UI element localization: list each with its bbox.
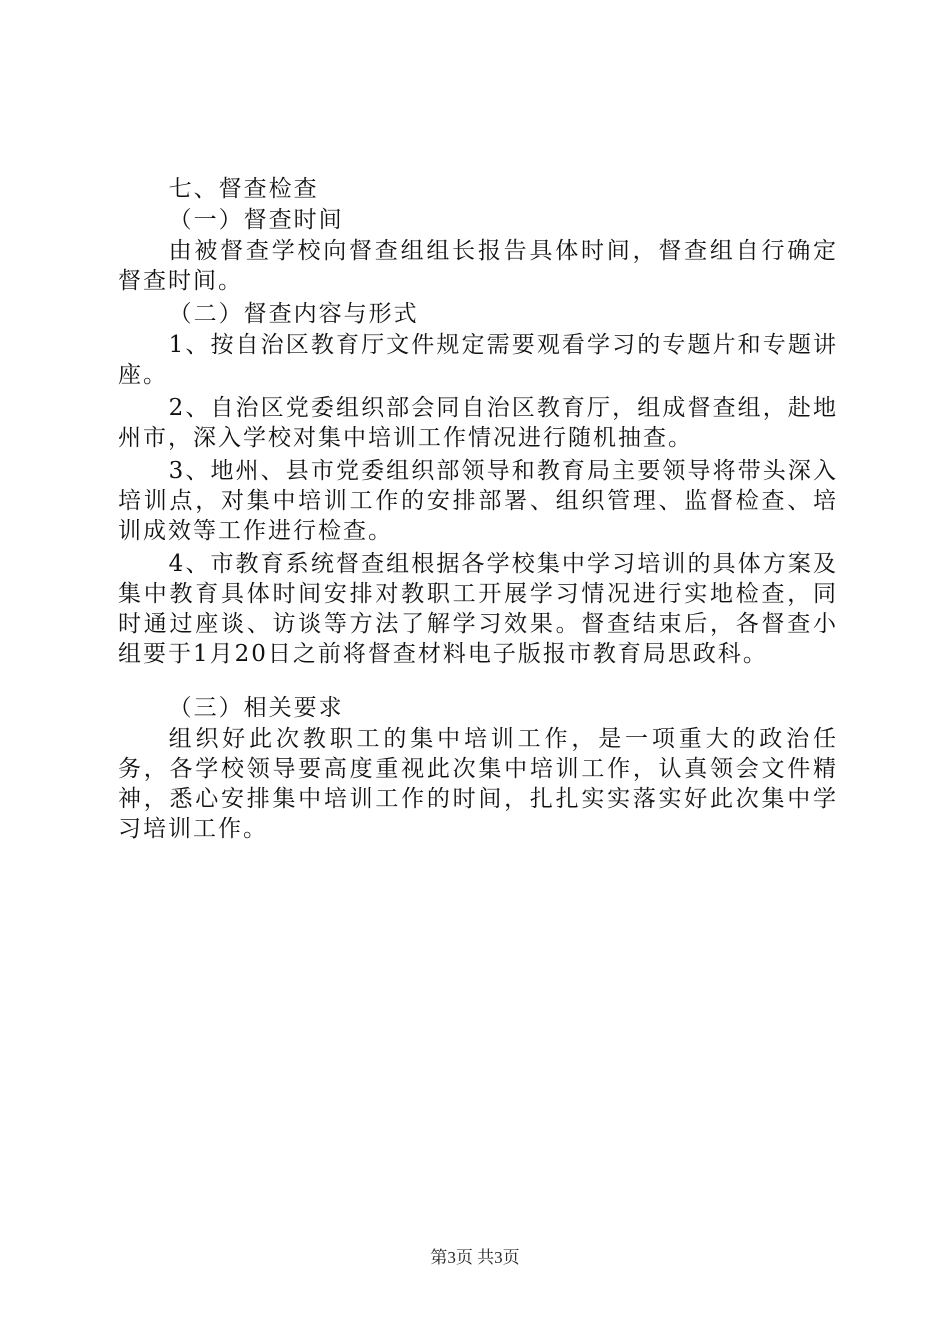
document-body bbox=[118, 174, 838, 847]
section-heading: 七、督查检查 bbox=[168, 176, 319, 202]
list-item: 1、按自治区教育厅文件规定需要观看学习的专题片和专题讲座。 bbox=[118, 332, 838, 388]
page-number-footer: 第3页 共3页 bbox=[430, 1248, 520, 1267]
paragraph-requirements: 组织好此次教职工的集中培训工作，是一项重大的政治任务，各学校领导要高度重视此次集中培训工作，认真领会文件精神，悉心安排集中培训工作的时间，扎扎实实落实好此次集中学习培训工作。 bbox=[118, 726, 838, 842]
list-item: 4、市教育系统督查组根据各学校集中学习培训的具体方案及集中教育具体时间安排对教职工开展学习情况进行实地检查，同时通过座谈、访谈等方法了解学习效果。督查结束后，各督查小组要于1月20日之前将督查材料电子版报市教育局思政科。 bbox=[118, 551, 838, 667]
subsection-heading-content: （二）督查内容与形式 bbox=[168, 301, 419, 327]
spacer bbox=[118, 672, 838, 693]
list-item: 3、地州、县市党委组织部领导和教育局主要领导将带头深入培训点，对集中培训工作的安排部署、组织管理、监督检查、培训成效等工作进行检查。 bbox=[118, 458, 838, 544]
paragraph-time: 由被督查学校向督查组组长报告具体时间，督查组自行确定督查时间。 bbox=[118, 238, 838, 294]
list-item: 2、自治区党委组织部会同自治区教育厅，组成督查组，赴地州市，深入学校对集中培训工作情况进行随机抽查。 bbox=[118, 395, 838, 451]
subsection-heading-requirements: （三）相关要求 bbox=[168, 695, 344, 721]
subsection-heading-time: （一）督查时间 bbox=[168, 207, 344, 233]
